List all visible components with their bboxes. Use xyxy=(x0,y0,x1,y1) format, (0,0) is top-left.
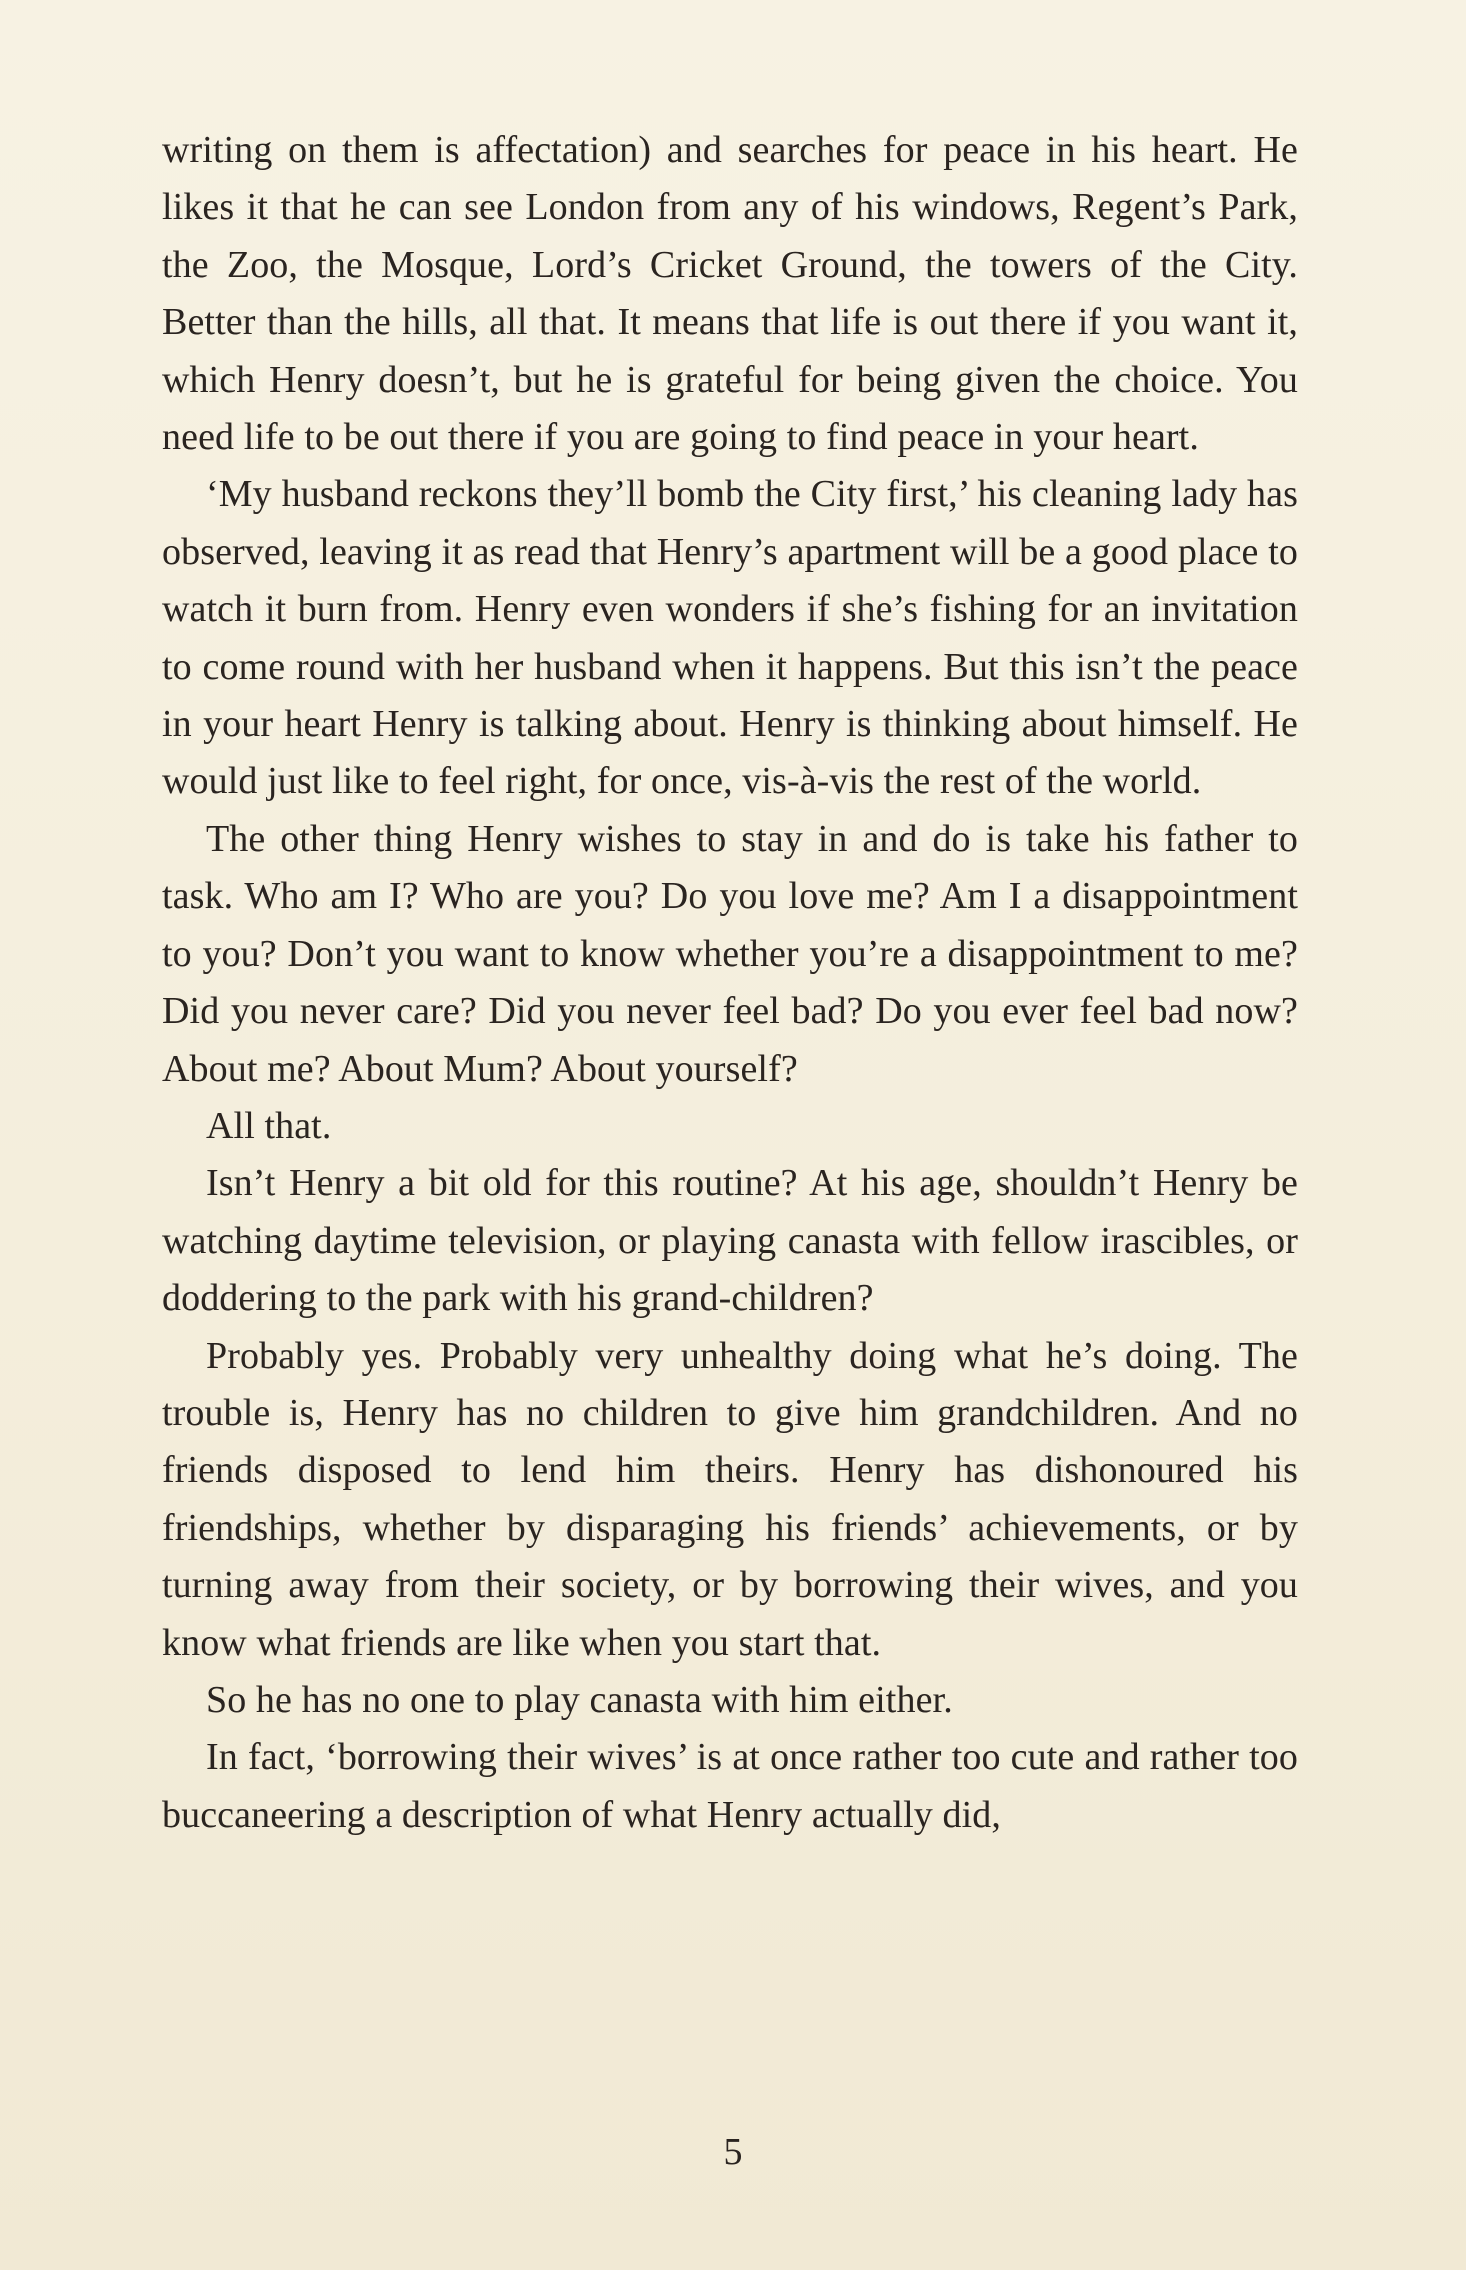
paragraph: Isn’t Henry a bit old for this routine? At his age, shouldn’t Henry be watching daytime television, or playing canasta with fellow irascibles, or doddering to the park with his grand-children? xyxy=(162,1162,1298,1320)
paragraph: In fact, ‘borrowing their wives’ is at once rather too cute and rather too buccaneering a description of what Henry actually did, xyxy=(162,1736,1298,1836)
page-number: 5 xyxy=(723,2131,743,2173)
paragraph: So he has no one to play canasta with him either. xyxy=(206,1678,953,1721)
paragraph: ‘My husband reckons they’ll bomb the City first,’ his cleaning lady has observed, leaving it as read that Henry’s apartment will be a good place to watch it burn from. Henry even wonders if she’s fishing for an invitation to come round with her husband when it happens. But this isn’t the peace in your heart Henry is talking about. Henry is thinking about himself. He would just like to feel right, for once, vis-à-vis the rest of the world. xyxy=(162,473,1298,803)
paragraph: All that. xyxy=(206,1104,332,1147)
paragraph: The other thing Henry wishes to stay in and do is take his father to task. Who am I? Who are you? Do you love me? Am I a disappointment to you? Don’t you want to know whether you’re a disappointment to me? Did you never care? Did you never feel bad? Do you ever feel bad now? About me? About Mum? About yourself? xyxy=(162,817,1298,1090)
paragraph: Probably yes. Probably very unhealthy doing what he’s doing. The trouble is, Henry has no children to give him grandchildren. And no friends disposed to lend him theirs. Henry has dishonoured his friendships, whether by disparaging his friends’ achievements, or by turning away from their society, or by borrowing their wives, and you know what friends are like when you start that. xyxy=(162,1334,1298,1664)
body-text xyxy=(162,122,1298,1844)
paragraph: writing on them is affectation) and searches for peace in his heart. He likes it that he can see London from any of his windows, Regent’s Park, the Zoo, the Mosque, Lord’s Cricket Ground, the towers of the City. Better than the hills, all that. It means that life is out there if you want it, which Henry doesn’t, but he is grateful for being given the choice. You need life to be out there if you are going to find peace in your heart. xyxy=(162,129,1298,459)
